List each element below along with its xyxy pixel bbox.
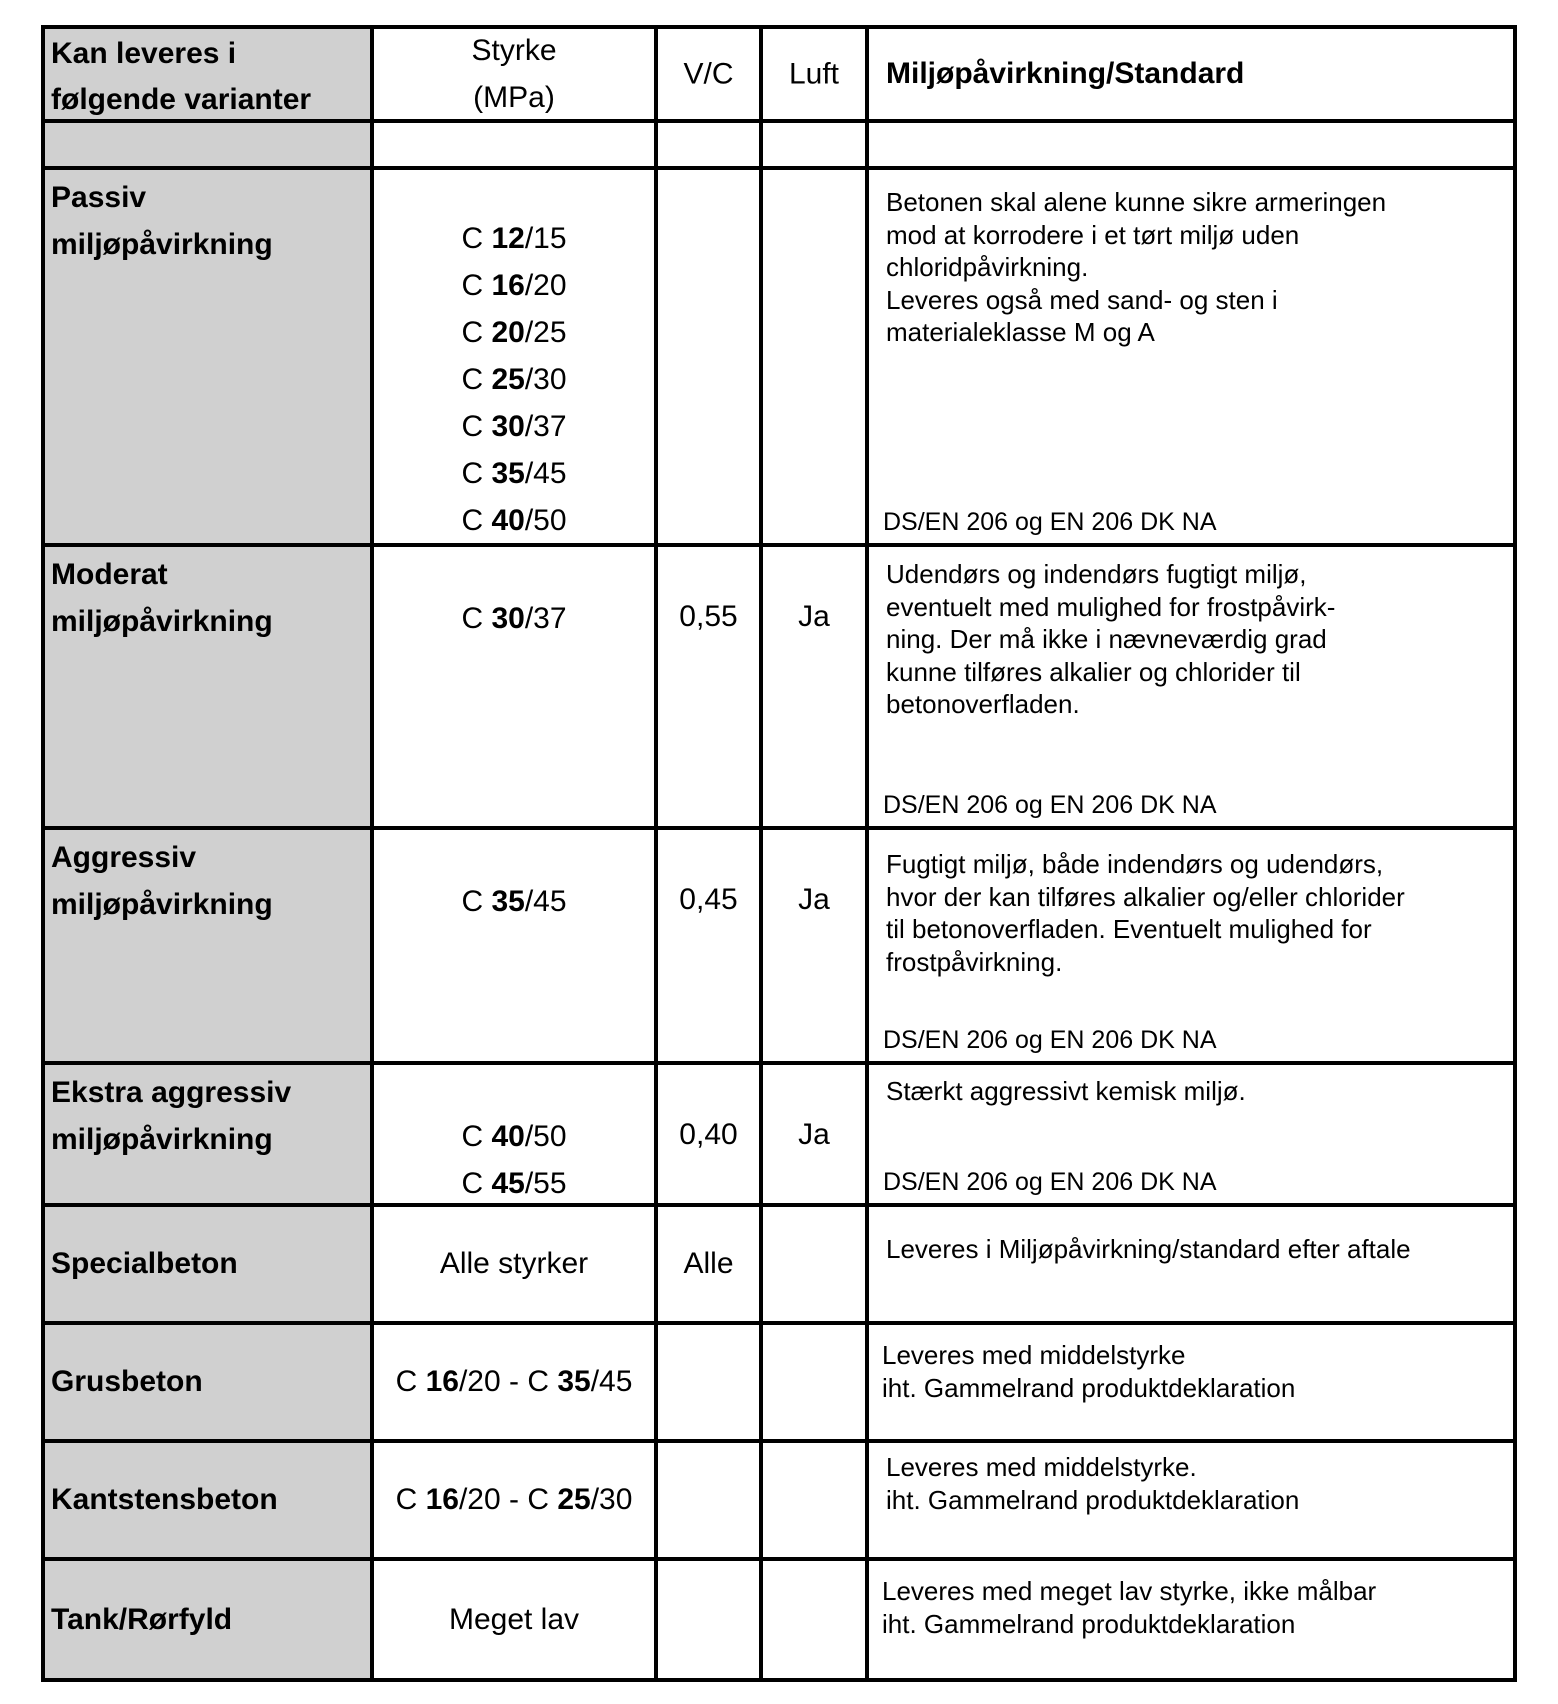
env-cell: [867, 1441, 1515, 1559]
description-line: Betonen skal alene kunne sikre armeringen: [886, 187, 1387, 217]
table-row: [43, 1323, 1515, 1441]
strength-cell: [372, 545, 656, 828]
table-row: [43, 1205, 1515, 1323]
spacer-row: [43, 121, 1515, 168]
env-description: [886, 1075, 1501, 1108]
vc-value: 0,40: [679, 1118, 738, 1151]
variant-cell: [43, 1441, 372, 1559]
vc-value: 0,45: [679, 883, 738, 916]
description-line: iht. Gammelrand produktdeklaration: [882, 1372, 1296, 1403]
header-strength-cell: [372, 27, 656, 121]
header-variants-label: Kan leveres i følgende varianter: [51, 37, 312, 116]
variant-cell: [43, 1205, 372, 1323]
spacer-cell: [372, 121, 656, 168]
variant-cell: [43, 1063, 372, 1205]
variant-label: Grusbeton: [51, 1365, 203, 1398]
grade-item: C 20/25: [461, 316, 567, 349]
env-description: [882, 1339, 1501, 1404]
air-cell: [761, 828, 867, 1063]
description-line: kunne tilføres alkalier og chlorider til: [886, 656, 1301, 687]
variant-cell: [43, 168, 372, 545]
variant-cell: [43, 828, 372, 1063]
description-line: Leveres også med sand- og sten i: [886, 284, 1278, 315]
strength-cell: [372, 168, 656, 545]
grade-item: C 35/45: [461, 885, 567, 918]
grade-item: C 16/20: [461, 269, 567, 302]
strength-range: C 16/20 - C 35/45: [395, 1365, 633, 1398]
description-line: iht. Gammelrand produktdeklaration: [886, 1484, 1300, 1515]
env-description: [886, 1233, 1501, 1266]
vc-cell: [656, 545, 761, 828]
standard-reference: DS/EN 206 og EN 206 DK NA: [883, 1168, 1217, 1196]
description-line: Stærkt aggressivt kemisk miljø.: [886, 1076, 1246, 1106]
strength-range: C 16/20 - C 25/30: [395, 1483, 633, 1516]
vc-value: 0,55: [679, 600, 738, 633]
description-line: hvor der kan tilføres alkalier og/eller chlorider: [886, 881, 1405, 912]
variant-label: Specialbeton: [51, 1247, 238, 1280]
variant-cell: [43, 545, 372, 828]
table-row: [43, 168, 1515, 545]
header-air-cell: [761, 27, 867, 121]
variant-label: Tank/Rørfyld: [51, 1602, 233, 1636]
description-line: chloridpåvirkning.: [886, 252, 1089, 282]
header-strength-unit: (MPa): [473, 81, 555, 114]
header-variants-cell: [43, 27, 372, 121]
header-env-label: Miljøpåvirkning/Standard: [886, 57, 1245, 90]
strength-cell: [372, 1559, 656, 1680]
header-strength: [374, 27, 654, 121]
grade-item: C 30/37: [461, 410, 567, 443]
description-line: materialeklasse M og A: [886, 317, 1155, 347]
air-value: Ja: [798, 1118, 830, 1151]
table-row: [43, 1559, 1515, 1680]
description-line: mod at korrodere i et tørt miljø uden: [886, 219, 1300, 250]
grade-list: [374, 215, 654, 544]
air-cell: [761, 1559, 867, 1680]
env-cell: [867, 1205, 1515, 1323]
variant-label: Kantstensbeton: [51, 1483, 278, 1516]
strength-cell: [372, 1323, 656, 1441]
grade-item: C 25/30: [461, 363, 567, 396]
table-row: [43, 828, 1515, 1063]
grade-item: C 30/37: [461, 602, 567, 635]
description-line: betonoverfladen.: [886, 689, 1080, 719]
vc-cell: [656, 1323, 761, 1441]
grade-item: C 35/45: [461, 457, 567, 490]
env-cell: [867, 168, 1515, 545]
header-air-label: Luft: [788, 57, 840, 91]
grade-list: [374, 878, 654, 925]
grade-item: C 40/50: [461, 504, 567, 537]
strength-cell: [372, 1063, 656, 1205]
strength-cell: [372, 1205, 656, 1323]
standard-reference: DS/EN 206 og EN 206 DK NA: [883, 1026, 1217, 1054]
variant-label: Aggressiv miljøpåvirkning: [51, 841, 273, 921]
strength-cell: [372, 1441, 656, 1559]
air-cell: [761, 1205, 867, 1323]
header-vc-cell: [656, 27, 761, 121]
vc-value: Alle: [683, 1247, 734, 1280]
variant-cell: [43, 1559, 372, 1680]
air-cell: [761, 1063, 867, 1205]
env-description: [886, 186, 1501, 349]
air-value: Ja: [798, 600, 830, 633]
grade-item: C 45/55: [461, 1167, 567, 1200]
table-row: [43, 545, 1515, 828]
env-description: [886, 558, 1501, 721]
air-value: Ja: [798, 883, 830, 916]
header-row: [43, 27, 1515, 121]
vc-cell: [656, 1441, 761, 1559]
description-line: ning. Der må ikke i nævneværdig grad: [886, 624, 1327, 654]
strength-value: Alle styrker: [439, 1247, 589, 1280]
spacer-cell: [867, 121, 1515, 168]
standard-reference: DS/EN 206 og EN 206 DK NA: [883, 791, 1217, 819]
air-cell: [761, 545, 867, 828]
grade-item: C 40/50: [461, 1120, 567, 1153]
env-cell: [867, 828, 1515, 1063]
env-description: [886, 848, 1501, 978]
description-line: frostpåvirkning.: [886, 946, 1063, 977]
variant-label: Moderat miljøpåvirkning: [51, 558, 273, 638]
header-strength-label: Styrke: [471, 34, 557, 67]
env-description: [882, 1575, 1501, 1640]
strength-cell: [372, 828, 656, 1063]
description-line: Leveres i Miljøpåvirkning/standard efter aftale: [886, 1234, 1411, 1264]
env-cell: [867, 1559, 1515, 1680]
description-line: Udendørs og indendørs fugtigt miljø,: [886, 559, 1307, 589]
description-line: iht. Gammelrand produktdeklaration: [882, 1608, 1296, 1639]
spacer-cell: [656, 121, 761, 168]
spacer-cell: [761, 121, 867, 168]
description-line: Fugtigt miljø, både indendørs og udendørs,: [886, 849, 1384, 879]
env-cell: [867, 1323, 1515, 1441]
air-cell: [761, 1441, 867, 1559]
air-cell: [761, 1323, 867, 1441]
standard-reference: DS/EN 206 og EN 206 DK NA: [883, 508, 1217, 536]
header-env-cell: [867, 27, 1515, 121]
vc-cell: [656, 168, 761, 545]
description-line: Leveres med middelstyrke: [882, 1340, 1186, 1370]
vc-cell: [656, 828, 761, 1063]
env-description: [886, 1451, 1501, 1516]
vc-cell: [656, 1205, 761, 1323]
vc-cell: [656, 1559, 761, 1680]
description-line: Leveres med middelstyrke.: [886, 1452, 1197, 1482]
spacer-cell: [43, 121, 372, 168]
vc-cell: [656, 1063, 761, 1205]
env-cell: [867, 1063, 1515, 1205]
description-line: eventuelt med mulighed for frostpåvirk-: [886, 591, 1336, 622]
air-cell: [761, 168, 867, 545]
description-line: Leveres med meget lav styrke, ikke målbar: [882, 1576, 1377, 1606]
grade-list: [374, 595, 654, 642]
table-row: [43, 1063, 1515, 1205]
concrete-variants-table: [41, 25, 1517, 1682]
strength-value: Meget lav: [448, 1602, 580, 1636]
variant-label: Ekstra aggressiv miljøpåvirkning: [51, 1076, 292, 1156]
variant-cell: [43, 1323, 372, 1441]
description-line: til betonoverfladen. Eventuelt mulighed for: [886, 914, 1372, 944]
env-cell: [867, 545, 1515, 828]
grade-list: [374, 1113, 654, 1207]
header-vc-label: V/C: [683, 57, 734, 91]
variant-label: Passiv miljøpåvirkning: [51, 181, 273, 261]
table-row: [43, 1441, 1515, 1559]
grade-item: C 12/15: [461, 222, 567, 255]
